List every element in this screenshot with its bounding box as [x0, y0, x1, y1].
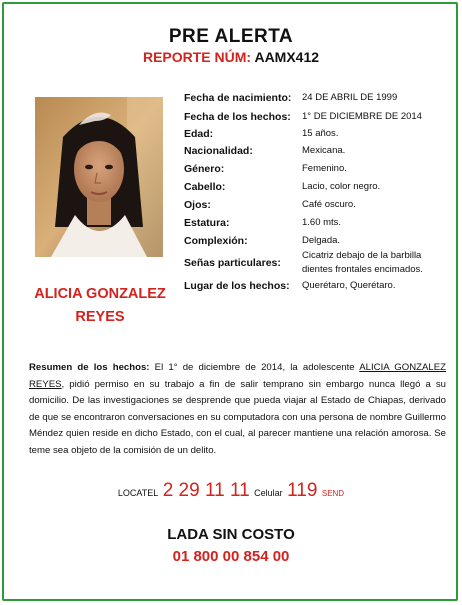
- field-value-height: 1.60 mts.: [302, 217, 342, 228]
- field-value-marks-line1: Cicatriz debajo de la barbilla: [302, 250, 422, 261]
- field-value-hair: Lacio, color negro.: [302, 181, 381, 192]
- summary-text-2: , pidió permiso en su trabajo a fin de salir temprano sin embargo nunca llegó a su domicilio. De las investigaciones se desprende que pueda viajar al Estado de Chiapas, derivado de que se encontraron conversaciones en su computadora con una persona de nombre Guillermo Méndez quien reside en dicho Estado, con el cual, al parecer mantiene una relación amorosa. Se teme sea objeto de la comisión de un delito.: [29, 378, 446, 456]
- celular-label: Celular: [254, 488, 283, 498]
- field-label-marks: Señas particulares:: [184, 257, 281, 269]
- person-photo-image: [35, 97, 163, 257]
- report-number-value: AAMX412: [254, 49, 320, 65]
- field-label-event-date: Fecha de los hechos:: [184, 111, 291, 123]
- tollfree-number: 01 800 00 854 00: [172, 548, 290, 565]
- field-value-eyes: Café oscuro.: [302, 199, 356, 210]
- locatel-label: LOCATEL: [117, 488, 159, 498]
- field-value-nationality: Mexicana.: [302, 145, 346, 156]
- locatel-number: 2 29 11 11: [162, 480, 250, 501]
- field-label-eyes: Ojos:: [184, 199, 211, 211]
- contact-line: [0, 480, 462, 502]
- incident-summary: [29, 360, 446, 459]
- field-label-gender: Género:: [184, 163, 225, 175]
- field-value-event-date: 1° DE DICIEMBRE DE 2014: [302, 111, 422, 122]
- person-name: [10, 283, 190, 329]
- field-label-location: Lugar de los hechos:: [184, 280, 290, 292]
- field-value-location: Querétaro, Querétaro.: [302, 280, 396, 291]
- field-label-birthdate: Fecha de nacimiento:: [184, 92, 292, 104]
- field-label-hair: Cabello:: [184, 181, 226, 193]
- page-title: PRE ALERTA: [168, 26, 294, 47]
- send-label: SEND: [321, 489, 345, 498]
- field-label-age: Edad:: [184, 128, 214, 140]
- field-value-marks-line2: dientes frontales encimados.: [302, 264, 423, 275]
- field-value-age: 15 años.: [302, 128, 339, 139]
- field-label-height: Estatura:: [184, 217, 230, 229]
- summary-label: Resumen de los hechos:: [29, 362, 150, 373]
- lada-label: LADA SIN COSTO: [167, 526, 295, 543]
- field-label-nationality: Nacionalidad:: [184, 145, 253, 157]
- celular-number: 119: [287, 480, 318, 501]
- field-label-build: Complexión:: [184, 235, 248, 247]
- report-label: REPORTE NÚM:: [142, 49, 252, 65]
- person-name-line2: REYES: [75, 309, 125, 325]
- field-value-gender: Femenino.: [302, 163, 347, 174]
- field-value-birthdate: 24 DE ABRIL DE 1999: [302, 92, 398, 103]
- person-photo: [35, 97, 163, 257]
- field-value-build: Delgada.: [302, 235, 341, 246]
- report-number: [0, 49, 462, 65]
- summary-person-name: ALICIA GONZALEZ REYES: [29, 362, 446, 390]
- person-name-line1: ALICIA GONZALEZ: [34, 286, 166, 302]
- summary-text-1: El 1° de diciembre de 2014, la adolescente: [149, 362, 360, 373]
